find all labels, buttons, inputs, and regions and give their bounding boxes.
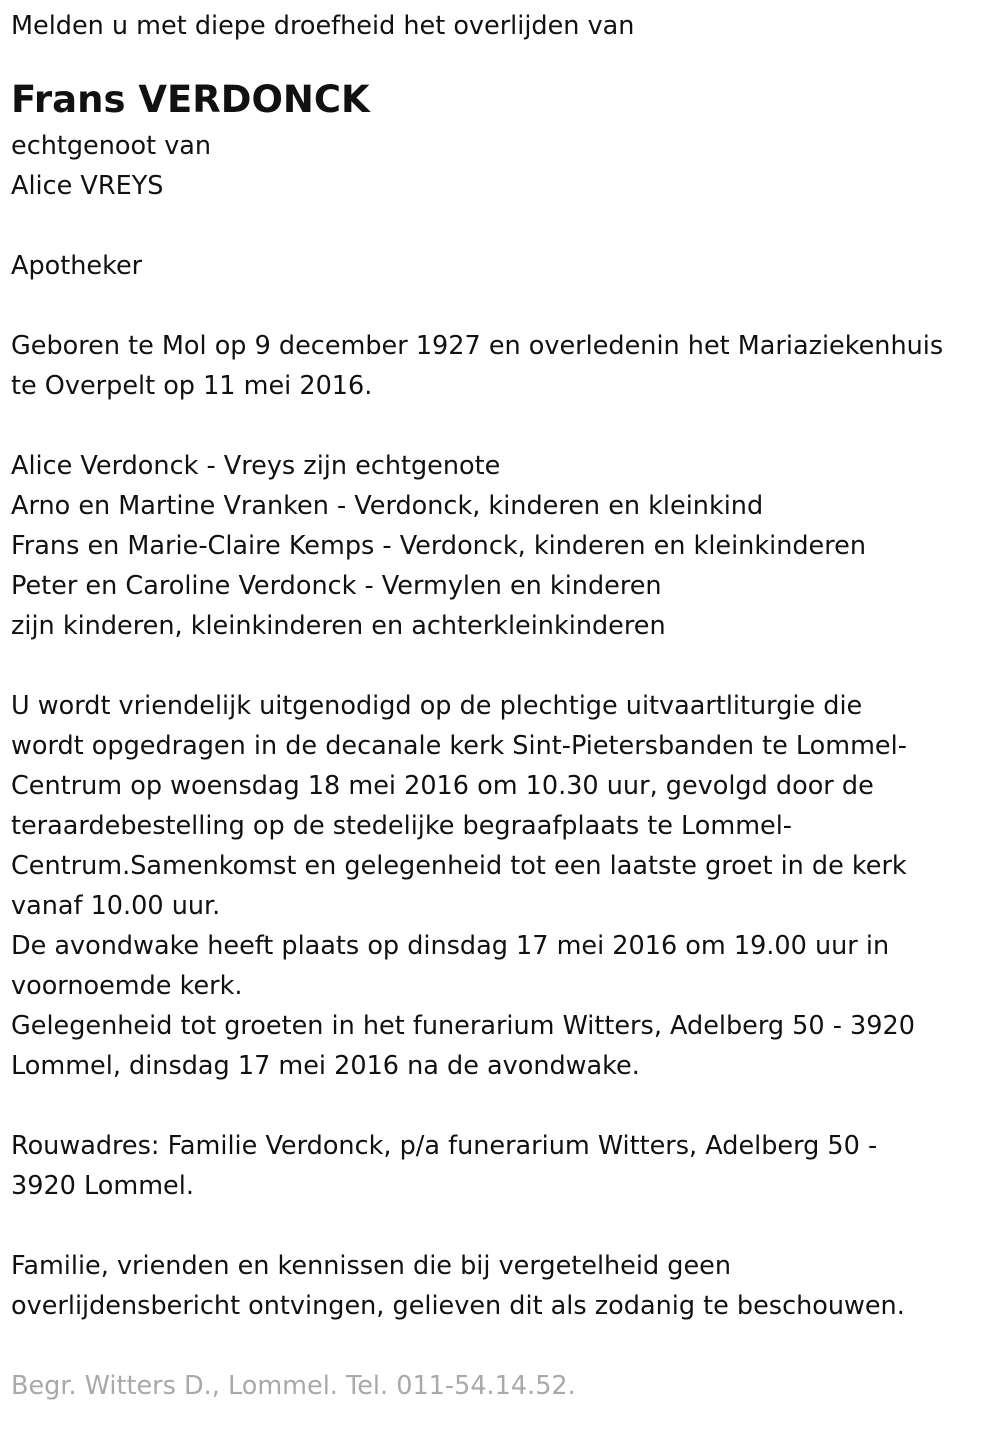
paragraph-line: 3920 Lommel. xyxy=(11,1171,194,1201)
paragraph-line: Geboren te Mol op 9 december 1927 en overledenin het Mariaziekenhuis xyxy=(11,331,944,361)
notice-paragraph xyxy=(11,1246,991,1326)
spacer xyxy=(11,286,991,326)
family-line: Frans en Marie-Claire Kemps - Verdonck, kinderen en kleinkinderen xyxy=(11,531,867,561)
spacer xyxy=(11,1326,991,1366)
paragraph-line: Familie, vrienden en kennissen die bij vergetelheid geen xyxy=(11,1251,731,1281)
address-paragraph xyxy=(11,1126,991,1206)
spacer xyxy=(11,646,991,686)
paragraph-line: Centrum.Samenkomst en gelegenheid tot een laatste groet in de kerk xyxy=(11,851,907,881)
paragraph-line: Centrum op woensdag 18 mei 2016 om 10.30 uur, gevolgd door de xyxy=(11,771,874,801)
family-line: zijn kinderen, kleinkinderen en achterkleinkinderen xyxy=(11,611,666,641)
spouse-prefix: echtgenoot van xyxy=(11,131,212,161)
spacer xyxy=(11,1086,991,1126)
family-line: Alice Verdonck - Vreys zijn echtgenote xyxy=(11,451,501,481)
family-list xyxy=(11,446,991,646)
ceremony-paragraph xyxy=(11,686,991,1086)
paragraph-line: voornoemde kerk. xyxy=(11,971,243,1001)
spacer xyxy=(11,206,991,246)
spacer xyxy=(11,1206,991,1246)
paragraph-line: Rouwadres: Familie Verdonck, p/a funerarium Witters, Adelberg 50 - xyxy=(11,1131,878,1161)
intro-text: Melden u met diepe droefheid het overlijden van xyxy=(11,11,635,41)
spouse-name: Alice VREYS xyxy=(11,171,164,201)
birth-death-paragraph xyxy=(11,326,991,406)
paragraph-line: te Overpelt op 11 mei 2016. xyxy=(11,371,373,401)
paragraph-line: U wordt vriendelijk uitgenodigd op de plechtige uitvaartliturgie die xyxy=(11,691,863,721)
paragraph-line: overlijdensbericht ontvingen, gelieven dit als zodanig te beschouwen. xyxy=(11,1291,905,1321)
deceased-name: Frans VERDONCK xyxy=(11,78,370,121)
paragraph-line: wordt opgedragen in de decanale kerk Sint-Pietersbanden te Lommel- xyxy=(11,731,907,761)
footer-funeral-director: Begr. Witters D., Lommel. Tel. 011-54.14.52. xyxy=(11,1371,576,1401)
profession: Apotheker xyxy=(11,251,143,281)
obituary-document xyxy=(11,6,991,1406)
paragraph-line: Gelegenheid tot groeten in het funerarium Witters, Adelberg 50 - 3920 xyxy=(11,1011,915,1041)
paragraph-line: vanaf 10.00 uur. xyxy=(11,891,221,921)
family-line: Arno en Martine Vranken - Verdonck, kinderen en kleinkind xyxy=(11,491,764,521)
family-line: Peter en Caroline Verdonck - Vermylen en kinderen xyxy=(11,571,662,601)
paragraph-line: De avondwake heeft plaats op dinsdag 17 mei 2016 om 19.00 uur in xyxy=(11,931,890,961)
spacer xyxy=(11,406,991,446)
paragraph-line: teraardebestelling op de stedelijke begraafplaats te Lommel- xyxy=(11,811,793,841)
paragraph-line: Lommel, dinsdag 17 mei 2016 na de avondwake. xyxy=(11,1051,640,1081)
